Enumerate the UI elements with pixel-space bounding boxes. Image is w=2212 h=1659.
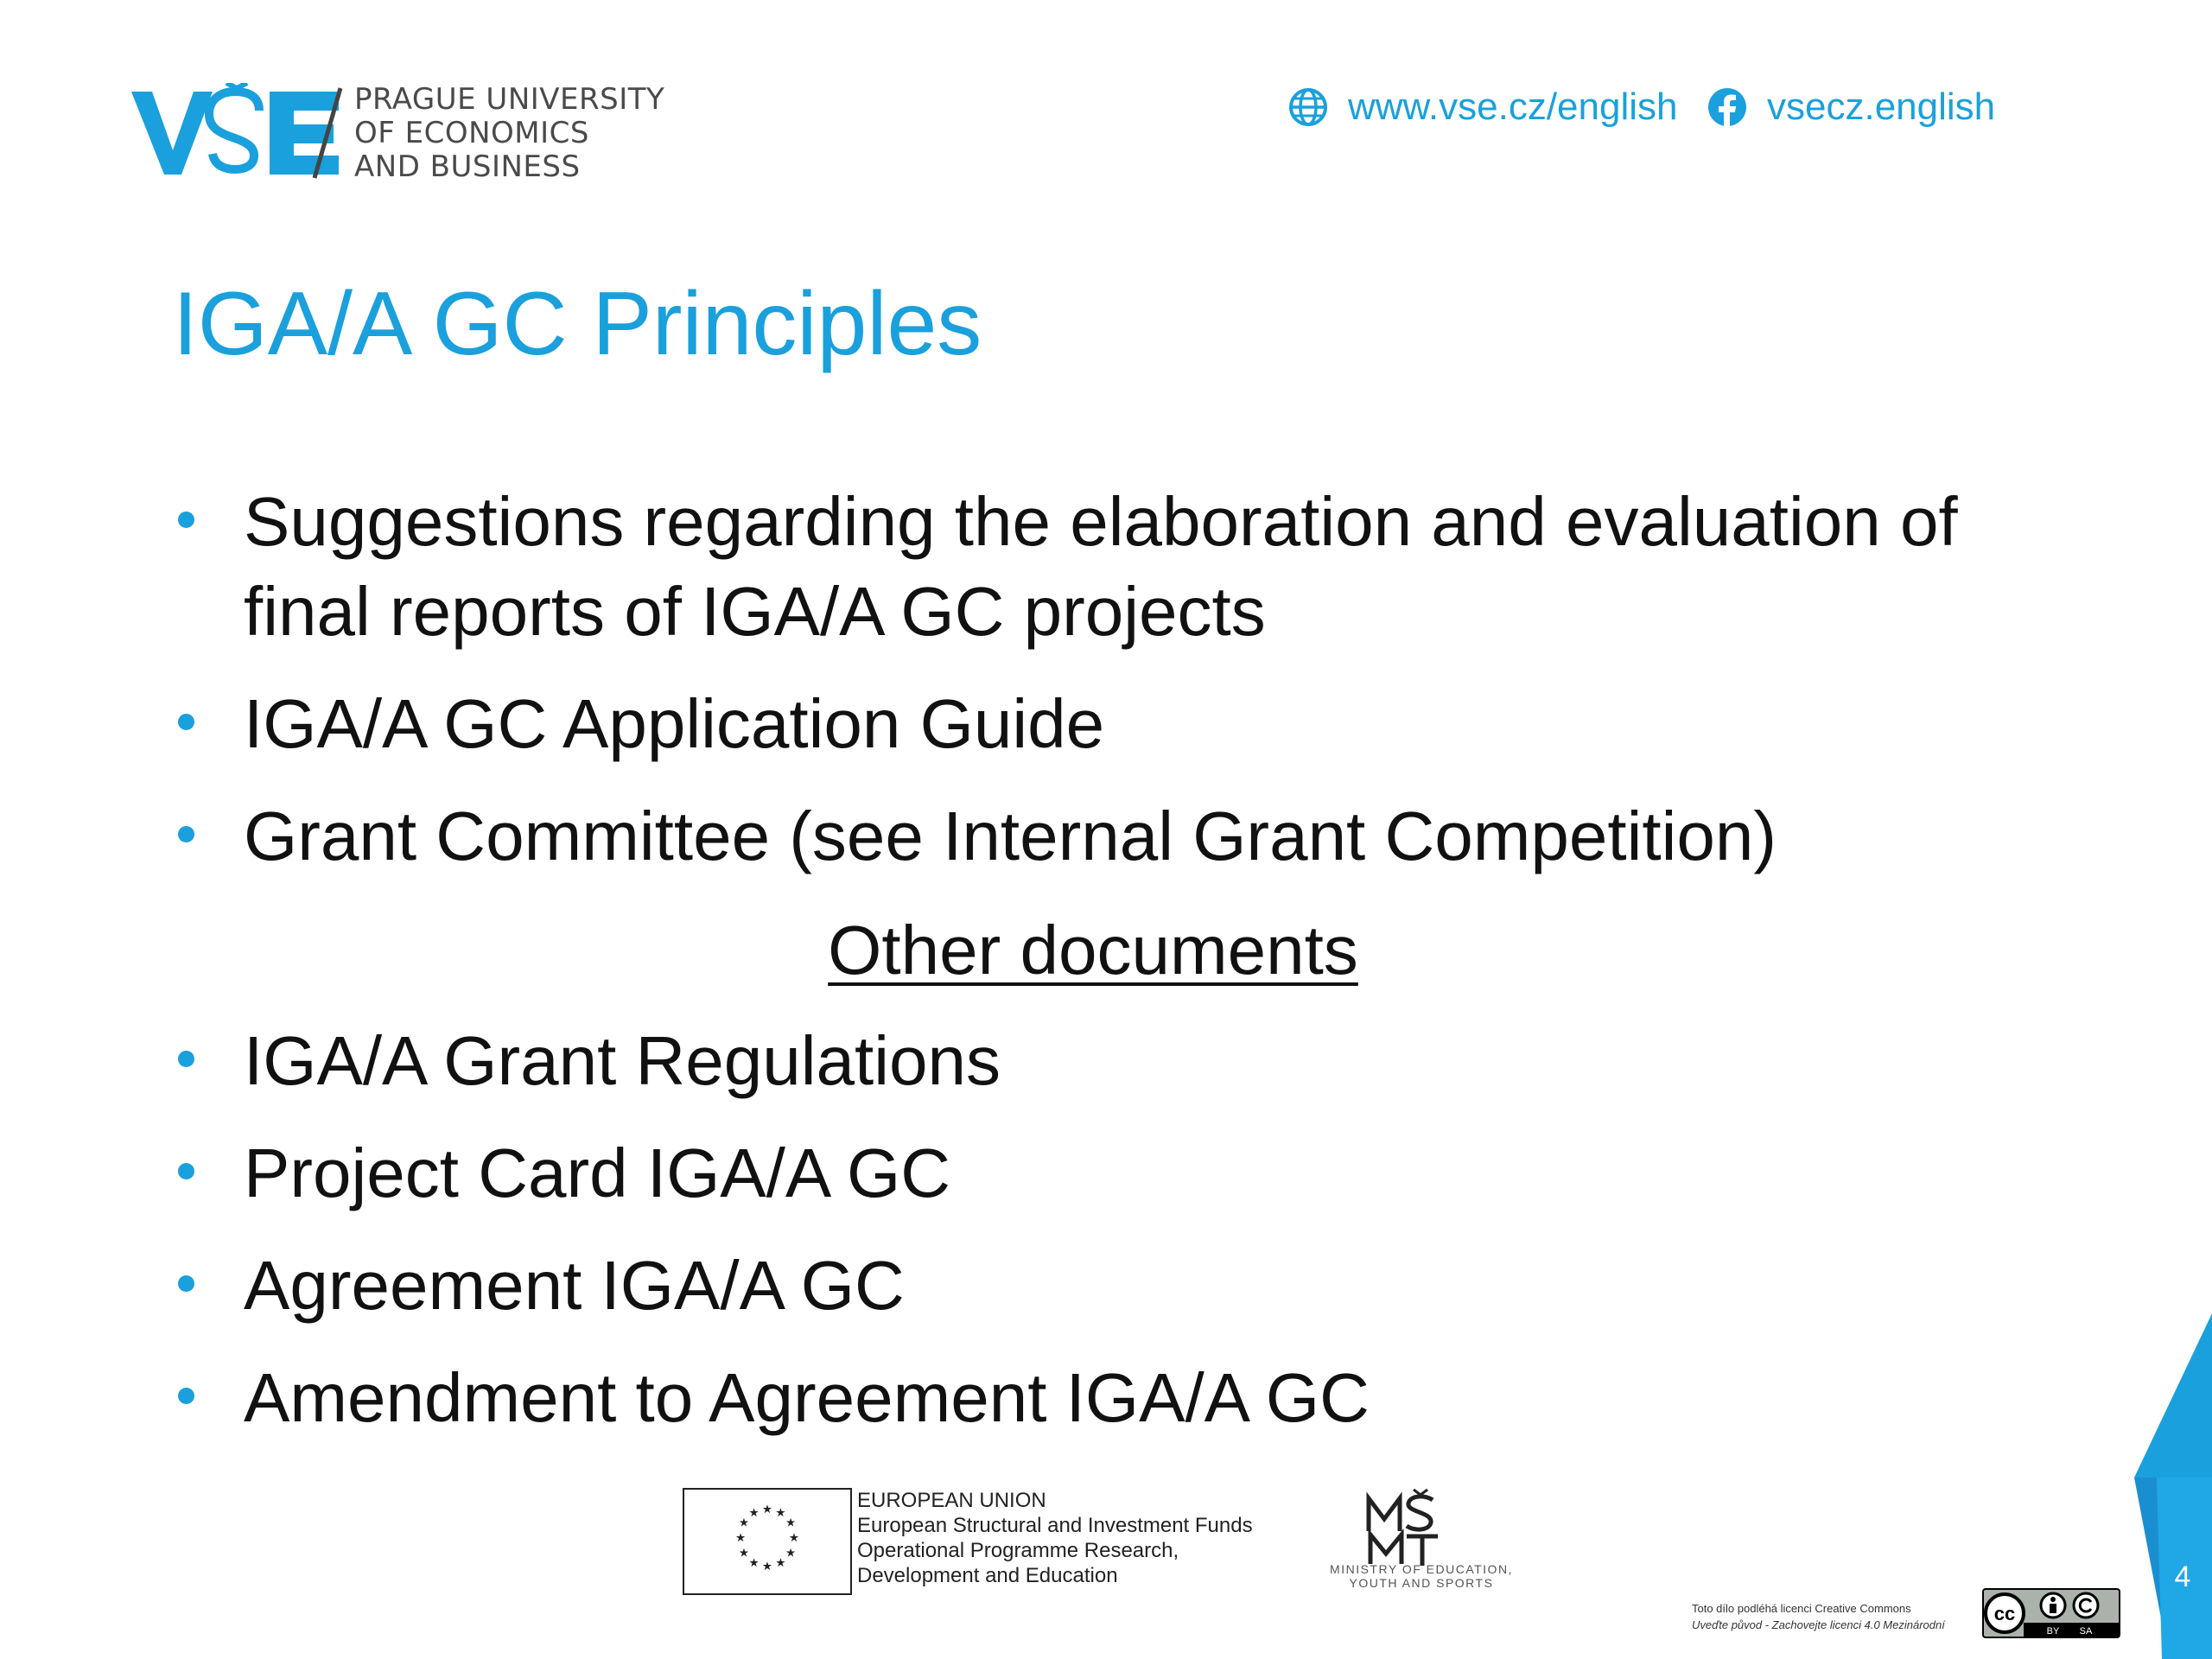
svg-text:★: ★ [738, 1516, 749, 1530]
list-item-text: Agreement IGA/A GC [244, 1247, 905, 1324]
other-documents-heading: Other documents [828, 912, 1358, 988]
bullet-icon [178, 1163, 194, 1179]
list-item-text: Project Card IGA/A GC [244, 1135, 951, 1211]
facebook-handle: vsecz.english [1767, 86, 1996, 128]
bullet-icon [178, 826, 194, 842]
svg-text:★: ★ [761, 1503, 773, 1517]
university-name [354, 83, 664, 184]
bullet-icon [178, 1388, 194, 1404]
license-line: Uveďte původ - Zachovejte licenci 4.0 Mezinárodní [1692, 1618, 1945, 1631]
ministry-line: YOUTH AND SPORTS [1349, 1576, 1494, 1590]
globe-icon [1287, 86, 1329, 128]
svg-text:★: ★ [748, 1505, 760, 1520]
list-item-text: IGA/A Grant Regulations [244, 1022, 1001, 1099]
license-text [1692, 1600, 1945, 1633]
list-item-text: Amendment to Agreement IGA/A GC [244, 1359, 1370, 1436]
list-item[interactable] [173, 1353, 2022, 1443]
svg-text:★: ★ [785, 1546, 797, 1560]
eu-flag-icon [683, 1488, 852, 1595]
website-link[interactable] [1287, 83, 1677, 131]
logo-divider-slash [302, 83, 354, 182]
list-item[interactable] [173, 477, 2022, 657]
svg-text:cc: cc [1993, 1603, 2016, 1624]
ministry-name [1313, 1562, 1529, 1590]
list-item[interactable] [173, 791, 2022, 881]
msmt-logo [1363, 1488, 1441, 1567]
bullet-icon [178, 1051, 194, 1067]
list-item-text: Grant Committee (see Internal Grant Competition) [244, 798, 1777, 874]
slide-title: IGA/A GC Principles [173, 274, 982, 374]
svg-text:★: ★ [775, 1556, 786, 1571]
svg-text:★: ★ [788, 1531, 800, 1545]
eu-line: European Structural and Investment Funds [857, 1514, 1253, 1537]
svg-text:★: ★ [734, 1531, 747, 1545]
cc-badge-label: BY [2046, 1626, 2060, 1637]
list-item[interactable] [173, 1128, 2022, 1218]
bullet-icon [178, 512, 194, 528]
svg-text:★: ★ [775, 1505, 786, 1520]
university-name-line: OF ECONOMICS [354, 116, 589, 150]
list-item[interactable] [173, 1016, 2022, 1106]
corner-decoration [2126, 1296, 2212, 1659]
svg-text:★: ★ [748, 1556, 760, 1571]
list-item[interactable] [173, 679, 2022, 769]
list-item-text: Suggestions regarding the elaboration and evaluation of final reports of IGA/A GC projects [244, 483, 1958, 650]
license-line: Toto dílo podléhá licenci Creative Commons [1692, 1602, 1911, 1615]
bullet-icon [178, 714, 194, 730]
page-number: 4 [2174, 1560, 2191, 1593]
bullet-icon [178, 1275, 194, 1292]
facebook-link[interactable] [1707, 83, 1995, 131]
principles-list [173, 477, 2022, 904]
cc-badge-label: SA [2079, 1626, 2093, 1637]
facebook-icon [1707, 86, 1748, 128]
eu-title: EUROPEAN UNION [857, 1489, 1046, 1512]
list-item-text: IGA/A GC Application Guide [244, 685, 1105, 762]
website-url: www.vse.cz/english [1348, 86, 1678, 128]
cc-by-sa-badge[interactable] [1982, 1588, 2120, 1638]
university-name-line: AND BUSINESS [354, 149, 581, 184]
list-item[interactable] [173, 1241, 2022, 1331]
eu-line: Operational Programme Research, [857, 1539, 1179, 1562]
eu-line: Development and Education [857, 1564, 1118, 1587]
university-name-line: PRAGUE UNIVERSITY [354, 82, 665, 117]
svg-text:★: ★ [761, 1559, 773, 1573]
svg-text:★: ★ [738, 1546, 749, 1560]
eu-funding-text [857, 1488, 1253, 1588]
svg-text:★: ★ [785, 1516, 797, 1530]
other-documents-list [173, 1016, 2022, 1465]
ministry-line: MINISTRY OF EDUCATION, [1330, 1562, 1513, 1576]
